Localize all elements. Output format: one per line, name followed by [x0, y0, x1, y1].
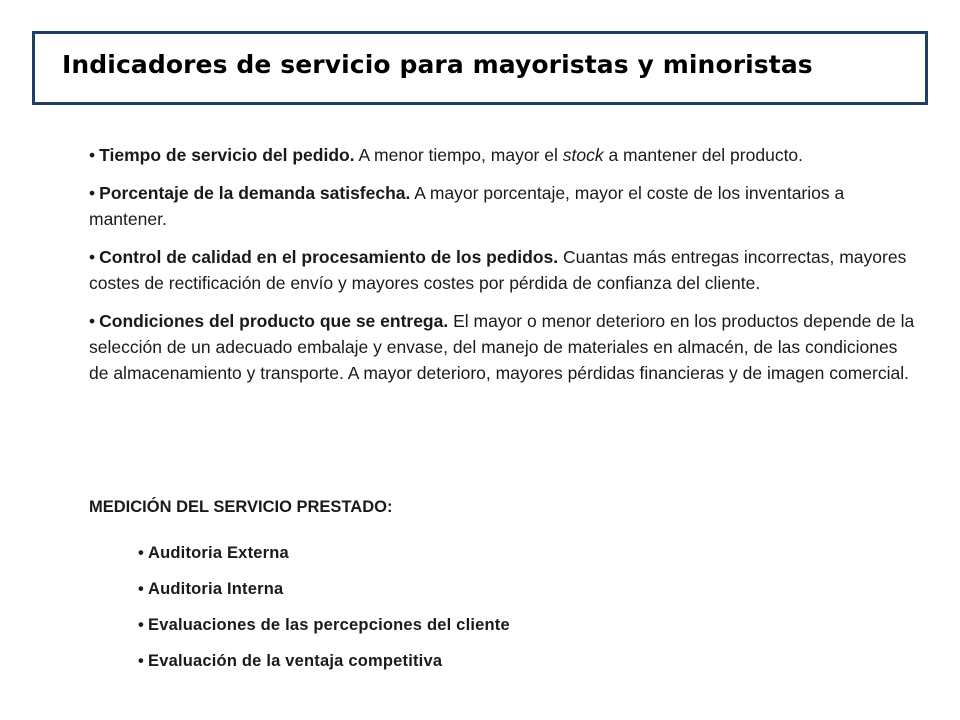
title-box [32, 31, 928, 105]
indicator-lead-1: Tiempo de servicio del pedido. [99, 145, 355, 165]
page-title: Indicadores de servicio para mayoristas y minoristas [62, 50, 813, 79]
indicator-lead-2: Porcentaje de la demanda satisfecha. [99, 183, 411, 203]
bullet-icon: • [89, 183, 96, 203]
bullet-icon: • [89, 145, 96, 165]
indicator-text-4: El mayor o menor deterioro en los productos depende de la selección de un adecuado embalaje y envase, del manejo de materiales en almacén, de las condiciones de almacenamiento y transporte. A mayor deterioro, mayores pérdidas financieras y de imagen comercial. [89, 311, 915, 383]
indicator-text-3: Cuantas más entregas incorrectas, mayores costes de rectificación de envío y mayores costes por pérdida de confianza del cliente. [89, 247, 907, 293]
measurement-item [138, 541, 510, 577]
indicator-paragraph-2 [89, 180, 919, 232]
indicator-paragraph-1 [89, 142, 919, 168]
bullet-icon: • [138, 544, 144, 562]
measurement-item-label: Evaluaciones de las percepciones del cliente [147, 616, 510, 634]
bullet-icon: • [138, 652, 144, 670]
measurement-item [138, 613, 510, 649]
measurement-item-label: Auditoria Externa [147, 544, 289, 562]
indicator-text-1a: A menor tiempo, mayor el [354, 145, 563, 165]
indicator-text-2: A mayor porcentaje, mayor el coste de los inventarios a mantener. [89, 183, 845, 229]
measurement-item [138, 577, 510, 613]
measurement-item [138, 649, 510, 685]
bullet-icon: • [89, 247, 96, 267]
indicator-paragraph-3 [89, 244, 919, 296]
indicators-list [89, 142, 919, 398]
measurement-list [138, 541, 510, 685]
indicator-lead-3: Control de calidad en el procesamiento de los pedidos. [99, 247, 559, 267]
indicator-paragraph-4 [89, 308, 919, 386]
bullet-icon: • [138, 580, 144, 598]
section-heading: MEDICIÓN DEL SERVICIO PRESTADO: [89, 498, 393, 516]
bullet-icon: • [138, 616, 144, 634]
indicator-text-1b: a mantener del producto. [603, 145, 804, 165]
indicator-italic-1: stock [562, 145, 604, 165]
measurement-item-label: Auditoria Interna [147, 580, 284, 598]
indicator-lead-4: Condiciones del producto que se entrega. [99, 311, 449, 331]
measurement-item-label: Evaluación de la ventaja competitiva [147, 652, 443, 670]
bullet-icon: • [89, 311, 96, 331]
